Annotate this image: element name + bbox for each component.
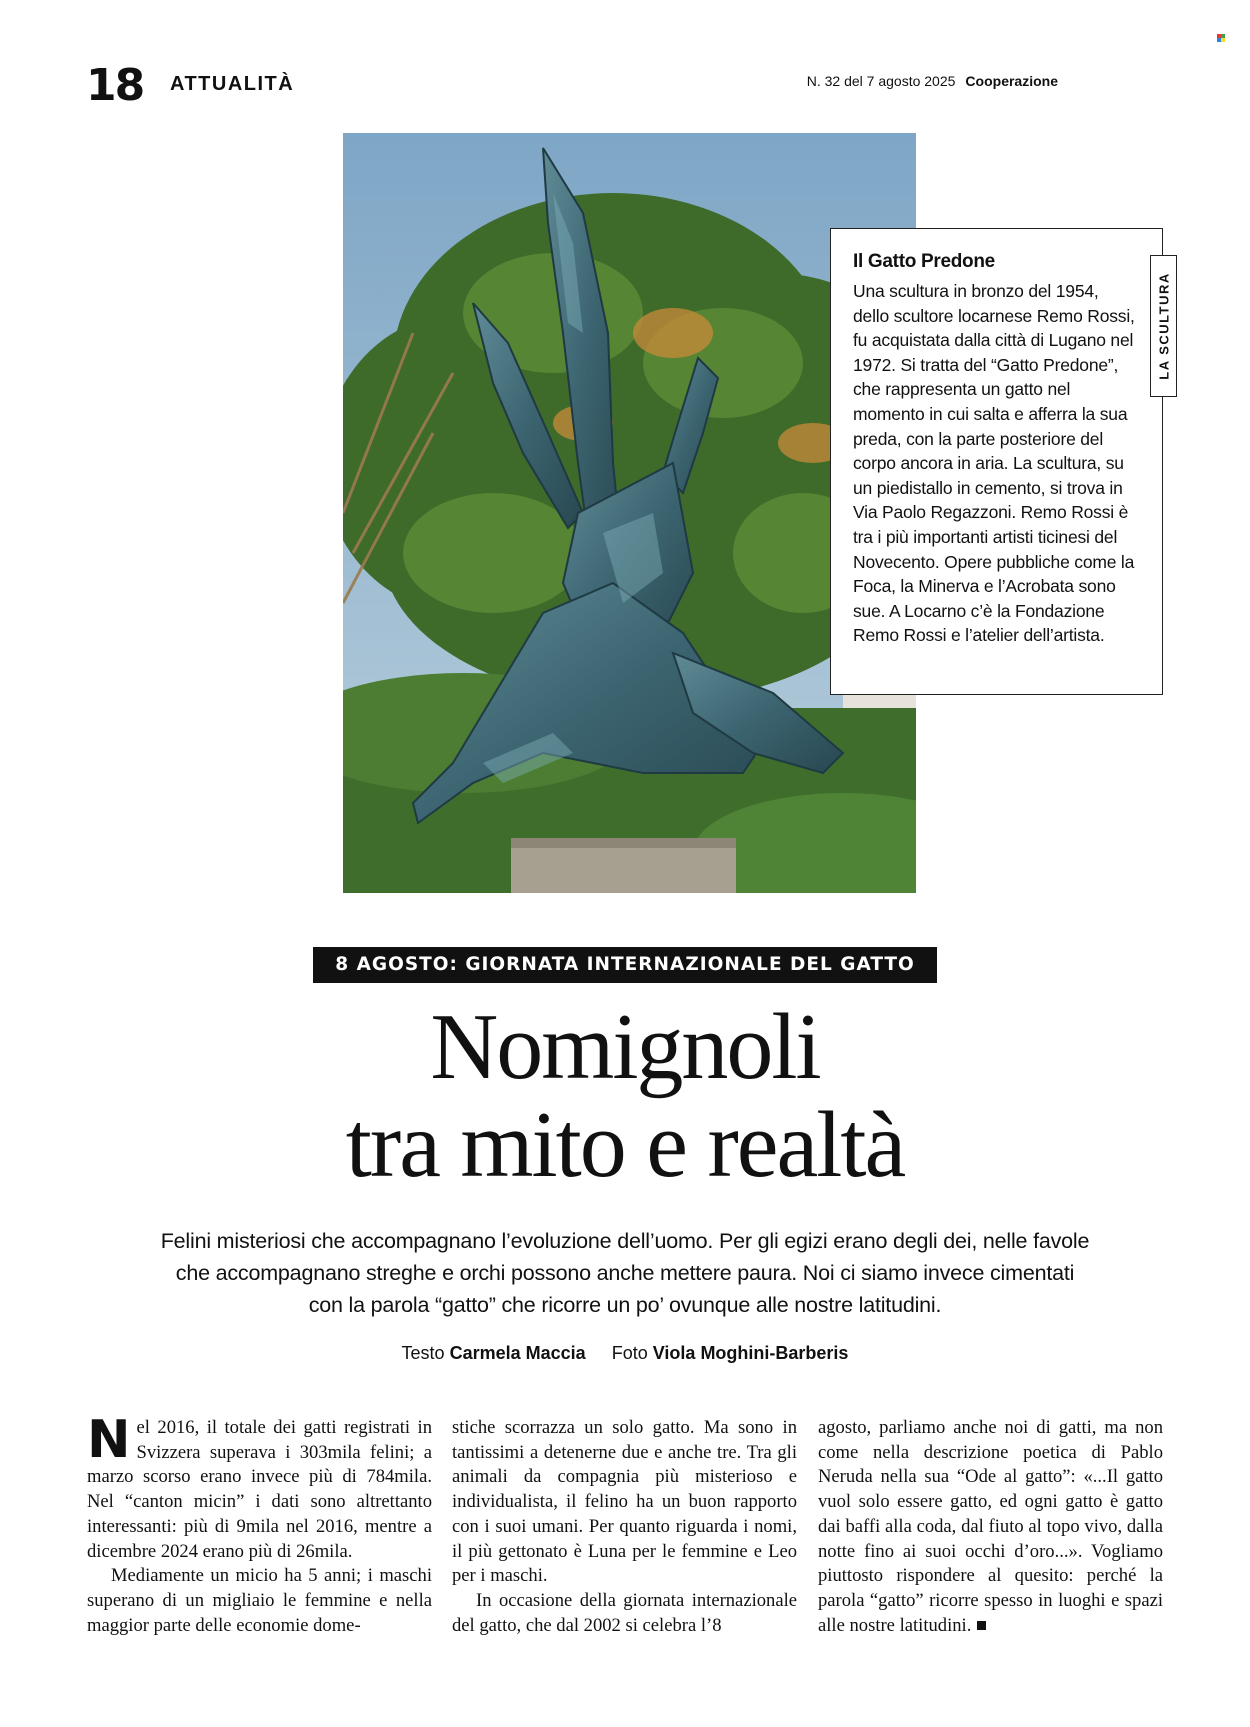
article-column-3: [818, 1416, 1163, 1638]
paragraph-text: el 2016, il totale dei gatti registrati in Svizzera superava i 303mila felini; a marzo scorso erano invece più di 784mila. Nel “canton micin” i dati sono altrettanto interessanti: più di 9mila nel 2016, mentre a dicembre 2024 erano più di 26mila.: [87, 1417, 432, 1562]
article-paragraph: stiche scorrazza un solo gatto. Ma sono in tantissimi a detenerne due e anche tre. Tra gli animali da compagnia più misterioso e individualista, il felino ha un buon rapporto con i suoi umani. Per quanto riguarda i nomi, il più gettonato è Luna per le femmine e Leo per i maschi.: [452, 1417, 797, 1587]
article-column-1: [87, 1410, 432, 1638]
issue-info: [807, 73, 1058, 89]
color-registration-mark: [1217, 34, 1225, 42]
headline: [0, 995, 1250, 1197]
article-paragraph: [818, 1416, 1163, 1638]
drop-cap: N: [87, 1410, 131, 1470]
byline-text-label: Testo: [401, 1343, 445, 1363]
sidebar-box: [830, 228, 1163, 695]
headline-line-2: tra mito e realtà: [345, 1093, 905, 1197]
article-column-2: [452, 1416, 797, 1638]
standfirst: Felini misteriosi che accompagnano l’evoluzione dell’uomo. Per gli egizi erano degli dei, nelle favole che accompagnano streghe e orchi possono anche mettere paura. Noi ci siamo invece cimentati con la parola “gatto” che ricorre un po’ ovunque alle nostre latitudini.: [160, 1229, 1090, 1317]
sidebar-tab: [1150, 255, 1177, 397]
paragraph-text: agosto, parliamo anche noi di gatti, ma non come nella descrizione poetica di Pablo Neruda nella sua “Ode al gatto”: «...Il gatto vuol solo essere gatto, ed ogni gatto è gatto dai baffi alla coda, dal fiuto al topo vivo, dalla notte fino ai suoi occhi d’oro...». Vogliamo piuttosto rispondere al quesito: perché la parola “gatto” ricorre spesso in luoghi e spazi alle nostre latitudini.: [818, 1417, 1163, 1636]
article-paragraph: [87, 1410, 432, 1564]
article-paragraph: In occasione della giornata internazionale del gatto, che dal 2002 si celebra l’8: [452, 1589, 797, 1636]
byline-photographer: Viola Moghini-Barberis: [652, 1343, 849, 1363]
sidebar-title: Il Gatto Predone: [853, 251, 995, 272]
article-paragraph: Mediamente un micio ha 5 anni; i maschi superano di un migliaio le femmine e nella maggior parte delle economie dome-: [87, 1565, 432, 1636]
page-number: 18: [86, 60, 144, 111]
end-of-article-mark: [977, 1621, 986, 1630]
headline-line-1: Nomignoli: [430, 995, 820, 1099]
byline-author: Carmela Maccia: [449, 1343, 586, 1363]
sidebar-tab-label: LA SCULTURA: [1156, 272, 1171, 380]
sidebar-text: Una scultura in bronzo del 1954, dello scultore locarnese Remo Rossi, fu acquistata dalla città di Lugano nel 1972. Si tratta del “Gatto Predone”, che rappresenta un gatto nel momento in cui salta e afferra la sua preda, con la parte posteriore del corpo ancora in aria. La scultura, su un piedistallo in cemento, si trova in Via Paolo Regazzoni. Remo Rossi è tra i più importanti artisti ticinesi del Novecento. Opere pubbliche come la Foca, la Minerva e l’Acrobata sono sue. A Locarno c’è la Fondazione Remo Rossi e l’atelier dell’artista.: [853, 281, 1135, 646]
issue-date: N. 32 del 7 agosto 2025: [806, 73, 956, 89]
byline: [0, 1343, 1250, 1364]
byline-photo-label: Foto: [611, 1343, 648, 1363]
section-title: ATTUALITÀ: [170, 73, 295, 95]
kicker-banner: 8 AGOSTO: GIORNATA INTERNAZIONALE DEL GATTO: [313, 947, 937, 983]
publication-name: Cooperazione: [965, 73, 1058, 89]
